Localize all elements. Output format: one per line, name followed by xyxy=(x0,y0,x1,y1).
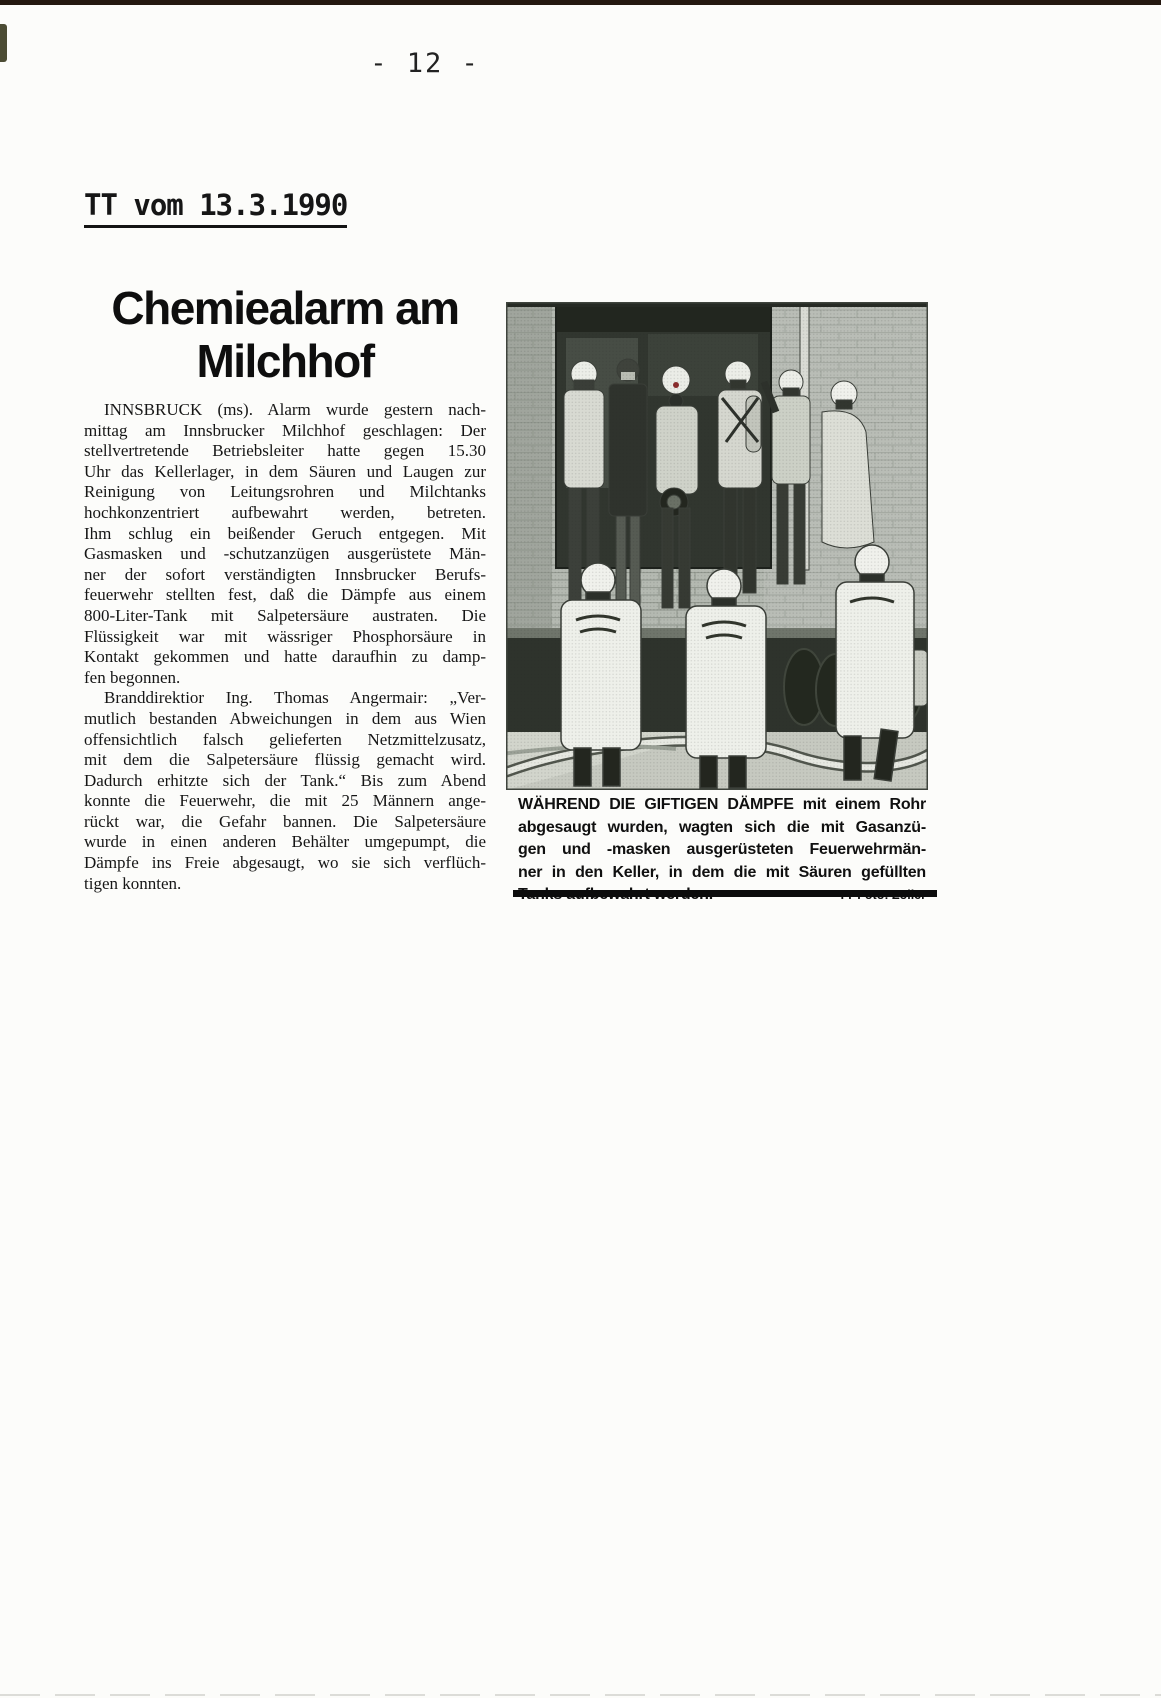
scan-edge-bottom xyxy=(0,1694,1161,1696)
body-line: Dadurch erhitzte sich der Tank.“ Bis zum Abend xyxy=(84,770,486,790)
body-line: Ihm schlug ein beißender Geruch entgegen. Mit xyxy=(84,523,486,543)
body-line: offensichtlich falsch gelieferten Netzmittelzusatz, xyxy=(84,729,486,749)
article-body xyxy=(84,400,486,894)
body-line: mutlich bestanden Abweichungen in dem aus Wien xyxy=(84,708,486,728)
body-line: rückt war, die Gefahr bannen. Die Salpetersäure xyxy=(84,811,486,831)
scan-edge-top xyxy=(0,0,1161,5)
body-line: 800-Liter-Tank mit Salpetersäure austraten. Die xyxy=(84,605,486,625)
caption-line: gen und -masken ausgerüsteten Feuerwehrmän- xyxy=(518,841,926,858)
body-line: feuerwehr stellten fest, daß die Dämpfe aus einem xyxy=(84,585,486,605)
body-line: Branddirektior Ing. Thomas Angermair: „Ver- xyxy=(104,688,486,708)
body-line: Dämpfe ins Freie abgesaugt, wo sie sich verflüch- xyxy=(84,853,486,873)
caption-line: abgesaugt wurden, wagten sich die mit Gasanzü- xyxy=(518,818,926,836)
body-line: tigen konnten. xyxy=(84,873,182,893)
body-line: fen begonnen. xyxy=(84,667,181,687)
body-line: mittag am Innsbrucker Milchhof geschlagen: Der xyxy=(84,420,486,440)
body-line: wurde in einen anderen Behälter umgepumpt, die xyxy=(84,832,486,852)
body-line: mit dem die Salpetersäure flüssig gemacht wird. xyxy=(84,750,486,770)
body-line: Reinigung von Leitungsrohren und Milchtanks xyxy=(84,482,486,502)
news-photo-illustration xyxy=(506,302,928,790)
headline-line: Milchhof xyxy=(196,335,374,387)
body-line: konnte die Feuerwehr, die mit 25 Männern ange- xyxy=(84,791,486,811)
body-line: hochkonzentriert aufbewahrt werden, betreten. xyxy=(84,502,486,522)
news-photo xyxy=(506,302,928,790)
body-line: Gasmasken und -schutzanzügen ausgerüstete Män- xyxy=(84,544,486,564)
source-heading: TT vom 13.3.1990 xyxy=(84,188,347,228)
body-line: Kontakt gekommen und hatte daraufhin zu damp- xyxy=(84,647,486,667)
body-line: INNSBRUCK (ms). Alarm wurde gestern nach- xyxy=(104,400,486,419)
body-line: Uhr das Kellerlager, in dem Säuren und Laugen zur xyxy=(84,461,486,481)
caption-line: WÄHREND DIE GIFTIGEN DÄMPFE mit einem Rohr xyxy=(518,796,926,813)
paragraph xyxy=(84,400,486,688)
body-line: stellvertretende Betriebsleiter hatte gegen 15.30 xyxy=(84,441,486,461)
headline-line: Chemiealarm am xyxy=(111,282,459,334)
scan-smudge-left xyxy=(0,24,7,62)
caption-rule xyxy=(513,890,937,897)
article-headline xyxy=(84,282,486,388)
caption-line: ner in den Keller, in dem die mit Säuren gefüllten xyxy=(518,863,926,881)
page-number: - 12 - xyxy=(370,48,480,79)
paragraph xyxy=(84,688,486,894)
caption-lines xyxy=(518,794,926,884)
body-line: Flüssigkeit war mit wässriger Phosphorsäure in xyxy=(84,626,486,646)
body-line: ner der sofort verständigten Innsbrucker Berufs- xyxy=(84,564,486,584)
